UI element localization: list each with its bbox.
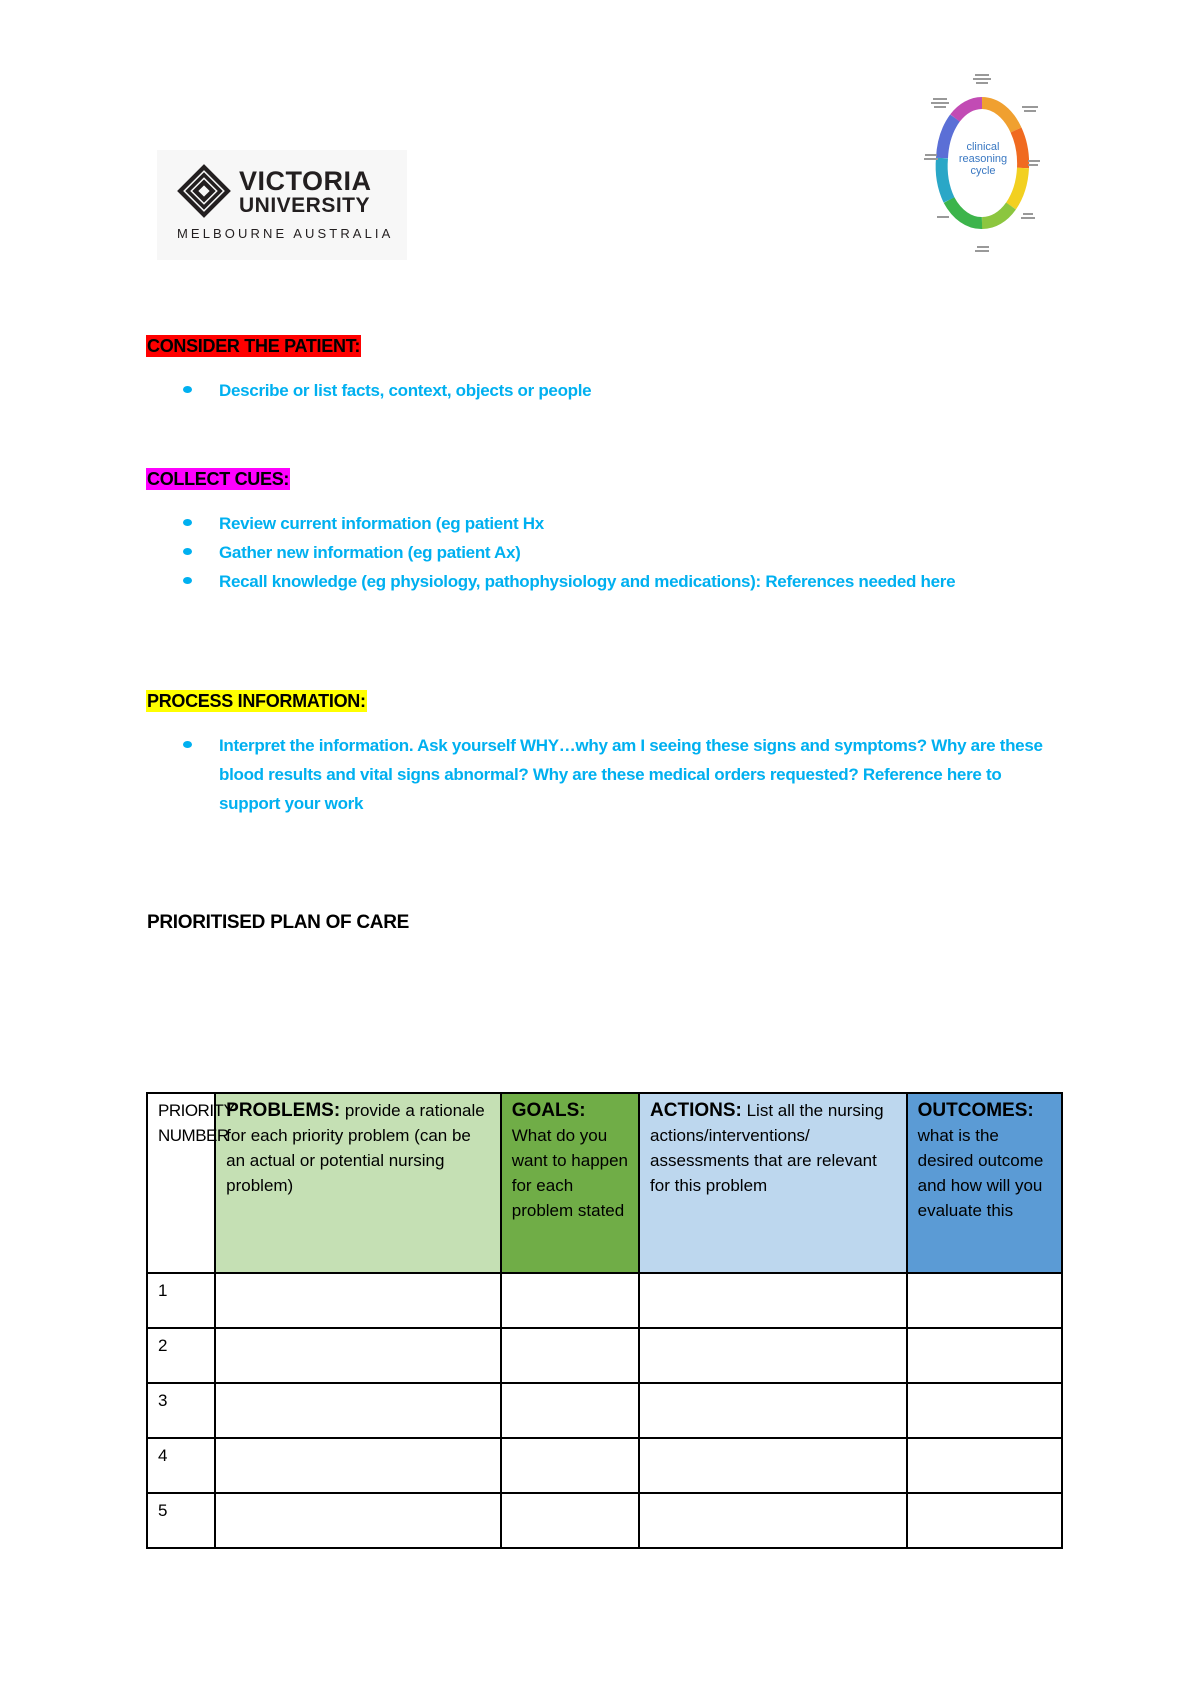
actions-cell[interactable] [639, 1493, 907, 1548]
vu-tagline: MELBOURNE AUSTRALIA [177, 226, 394, 241]
goals-cell[interactable] [501, 1273, 639, 1328]
problems-cell[interactable] [215, 1273, 501, 1328]
actions-cell[interactable] [639, 1273, 907, 1328]
list-item: Describe or list facts, context, objects or people [183, 376, 591, 405]
actions-cell[interactable] [639, 1328, 907, 1383]
goals-cell[interactable] [501, 1438, 639, 1493]
problems-header: PROBLEMS: provide a rationale for each priority problem (can be an actual or potential nursing problem) [215, 1093, 501, 1273]
priority-cell: 3 [147, 1383, 215, 1438]
goals-header: GOALS: What do you want to happen for each problem stated [501, 1093, 639, 1273]
vu-emblem-icon [175, 162, 233, 220]
list-item: Gather new information (eg patient Ax) [183, 538, 955, 567]
vu-name-line2: UNIVERSITY [239, 194, 371, 217]
priority-cell: 2 [147, 1328, 215, 1383]
problems-cell[interactable] [215, 1383, 501, 1438]
outcomes-header: OUTCOMES: what is the desired outcome and how will you evaluate this [907, 1093, 1062, 1273]
list-item: Recall knowledge (eg physiology, pathophysiology and medications): References needed here [183, 567, 955, 596]
problems-cell[interactable] [215, 1328, 501, 1383]
bullet-icon [183, 548, 192, 555]
priority-number-header: PRIORITY NUMBER [147, 1093, 215, 1273]
table-row [147, 1383, 1062, 1438]
table-row [147, 1438, 1062, 1493]
priority-cell: 4 [147, 1438, 215, 1493]
outcomes-cell[interactable] [907, 1438, 1062, 1493]
list-item: Interpret the information. Ask yourself WHY…why am I seeing these signs and symptoms? Why are these blood results and vital signs abnormal? Why are these medical orders requested? Reference here to support your work [183, 731, 1049, 818]
list-item: Review current information (eg patient Hx [183, 509, 955, 538]
problems-cell[interactable] [215, 1438, 501, 1493]
problems-cell[interactable] [215, 1493, 501, 1548]
actions-cell[interactable] [639, 1383, 907, 1438]
process-heading: PROCESS INFORMATION: [147, 691, 366, 711]
consider-heading: CONSIDER THE PATIENT: [147, 336, 361, 356]
table-row [147, 1273, 1062, 1328]
victoria-university-logo [157, 150, 407, 260]
actions-cell[interactable] [639, 1438, 907, 1493]
outcomes-cell[interactable] [907, 1328, 1062, 1383]
table-row [147, 1328, 1062, 1383]
bullet-icon [183, 519, 192, 526]
priority-cell: 1 [147, 1273, 215, 1328]
outcomes-cell[interactable] [907, 1493, 1062, 1548]
collect-bullet-list [183, 509, 955, 596]
actions-header: ACTIONS: List all the nursing actions/interventions/ assessments that are relevant for this problem [639, 1093, 907, 1273]
goals-cell[interactable] [501, 1493, 639, 1548]
clinical-reasoning-cycle-image [915, 68, 1045, 258]
bullet-icon [183, 577, 192, 584]
goals-cell[interactable] [501, 1328, 639, 1383]
outcomes-cell[interactable] [907, 1383, 1062, 1438]
consider-bullet-list [183, 376, 591, 405]
outcomes-cell[interactable] [907, 1273, 1062, 1328]
table-row [147, 1493, 1062, 1548]
collect-heading: COLLECT CUES: [147, 469, 290, 489]
bullet-icon [183, 741, 192, 748]
goals-cell[interactable] [501, 1383, 639, 1438]
priority-cell: 5 [147, 1493, 215, 1548]
bullet-icon [183, 386, 192, 393]
care-plan-table [146, 1092, 1063, 1549]
table-header-row [147, 1093, 1062, 1273]
cycle-title: clinical reasoning cycle [958, 141, 1008, 177]
process-bullet-list [183, 731, 1049, 818]
vu-name-line1: VICTORIA [239, 166, 372, 196]
plan-of-care-title: PRIORITISED PLAN OF CARE [147, 912, 409, 933]
